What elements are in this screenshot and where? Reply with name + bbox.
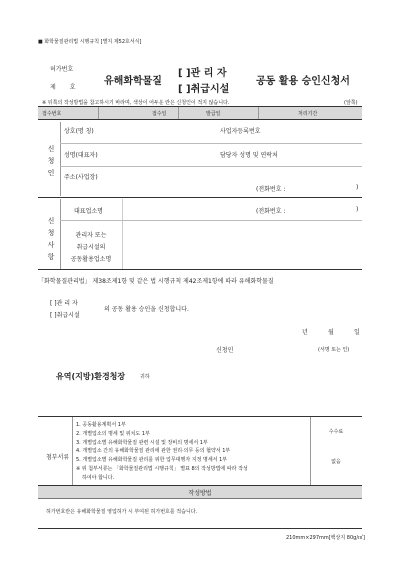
- attachment-note-cont: 하여야 합니다.: [82, 474, 115, 481]
- instruction-note: ※ 뒤쪽의 작성방법을 참고하시기 바라며, 색상이 어두운 란은 신청인이 적지 않습니다.: [42, 100, 230, 106]
- contact-label: 담당자 성명 및 연락처: [220, 152, 278, 159]
- attachments-divider: [72, 417, 73, 485]
- address-label: 주소(사업장): [64, 174, 98, 181]
- shared-line-2: 취급시설의: [76, 244, 106, 251]
- shared-line-3: 공동활용업소명: [70, 256, 112, 263]
- law-reference: ■ 화학물질관리법 시행규칙 [별지 제52호서식]: [38, 39, 142, 45]
- company-name-label: 상호(명 칭): [64, 128, 94, 135]
- title-option-manager: [ ]관 리 자: [178, 68, 227, 79]
- applicant-section-label: 신 청 인: [47, 145, 55, 177]
- declaration-option-facility: [ ]취급시설: [50, 312, 80, 319]
- applicant-row-line: [60, 143, 362, 144]
- fee-value: 없음: [331, 459, 341, 465]
- page-side: (앞쪽): [344, 100, 358, 106]
- date-year-label: 년: [302, 329, 308, 336]
- date-day-label: 일: [354, 329, 360, 336]
- recipient-office: 유역(지방)환경청장: [56, 372, 126, 381]
- request-row-line: [60, 220, 362, 221]
- declaration-option-manager: [ ]관 리 자: [50, 300, 78, 307]
- attachments-top-border: [38, 416, 362, 417]
- request-phone-close: ): [356, 206, 359, 213]
- method-text: 허가번호란은 유해화학물질 영업허가 시 부여된 허가번호를 적습니다.: [46, 509, 198, 515]
- receipt-date-label: 접수일: [152, 111, 167, 117]
- section-border: [38, 197, 362, 198]
- request-phone-label: (전화번호 :: [256, 208, 286, 215]
- permit-number-value: 제 호: [50, 84, 76, 91]
- applicant-divider: [60, 122, 61, 196]
- applicant-phone-close: ): [356, 184, 359, 191]
- method-title: 작성방법: [188, 490, 212, 497]
- processing-period-label: 처리기간: [298, 111, 318, 117]
- declaration-text: 「화학물질관리법」 제38조제1항 및 같은 법 시행규칙 제42조제1항에 따라 유해화학물질: [38, 278, 274, 285]
- fee-label: 수수료: [328, 429, 344, 435]
- permit-number-label: 허가번호: [50, 66, 74, 73]
- request-inner-divider: [122, 199, 123, 269]
- applicant-row-line: [60, 166, 362, 167]
- paper-size-note: 210mm×297mm[백상지 80g/㎡]: [286, 535, 365, 541]
- issue-date-label: 발급일: [206, 111, 221, 117]
- receipt-divider: [178, 107, 179, 119]
- method-bottom-border: [38, 528, 362, 529]
- title-right: 공동 활용 승인신청서: [256, 76, 350, 87]
- date-month-label: 월: [328, 329, 334, 336]
- rep-business-label: 대표업소명: [74, 208, 103, 215]
- representative-label: 성명(대표자): [64, 152, 98, 159]
- sign-or-seal: (서명 또는 인): [318, 347, 350, 353]
- attachment-item: 5. 개별업소별 유해화학물질 관리를 위한 업무대행자 지정 명세서 1부: [76, 457, 228, 464]
- shared-line-1: 관리자 또는: [75, 232, 107, 239]
- applicant-sign-label: 신청인: [216, 347, 234, 354]
- declaration-request: 의 공동 활용 승인을 신청합니다.: [104, 306, 189, 313]
- section-border: [38, 269, 362, 270]
- applicant-phone-label: (전화번호 :: [256, 186, 286, 193]
- attachment-item: 4. 개별업소 간의 유해화학물질 관리에 관한 권리·의무 등의 협약서 1부: [76, 448, 231, 455]
- attachments-list: [76, 421, 248, 483]
- attachments-label: 첨부서류: [46, 454, 70, 461]
- title-option-facility: [ ]취급시설: [178, 84, 230, 95]
- method-divider: [38, 498, 362, 499]
- receipt-divider: [98, 107, 99, 119]
- attachment-note: ※ 위 첨부서류는 「화학물질관리법 시행규칙」 별표 8의 작성방법에 따라 작성: [76, 465, 248, 472]
- receipt-bottom-border: [38, 119, 362, 120]
- receipt-number-label: 접수번호: [42, 111, 62, 117]
- attachment-item: 3. 개별업소별 유해화학물질 관련 시설 및 장비의 명세서 1부: [76, 439, 208, 446]
- business-number-label: 사업자등록번호: [220, 128, 261, 135]
- title-left: 유해화학물질: [104, 76, 162, 87]
- attachment-item: 1. 공동활용계획서 1부: [76, 422, 126, 428]
- attachment-item: 2. 개별업소의 명세 및 위치도 1부: [76, 430, 150, 437]
- receipt-divider: [258, 107, 259, 119]
- request-section-label: 신 청 사 항: [47, 217, 55, 261]
- recipient-suffix: 귀하: [140, 374, 150, 380]
